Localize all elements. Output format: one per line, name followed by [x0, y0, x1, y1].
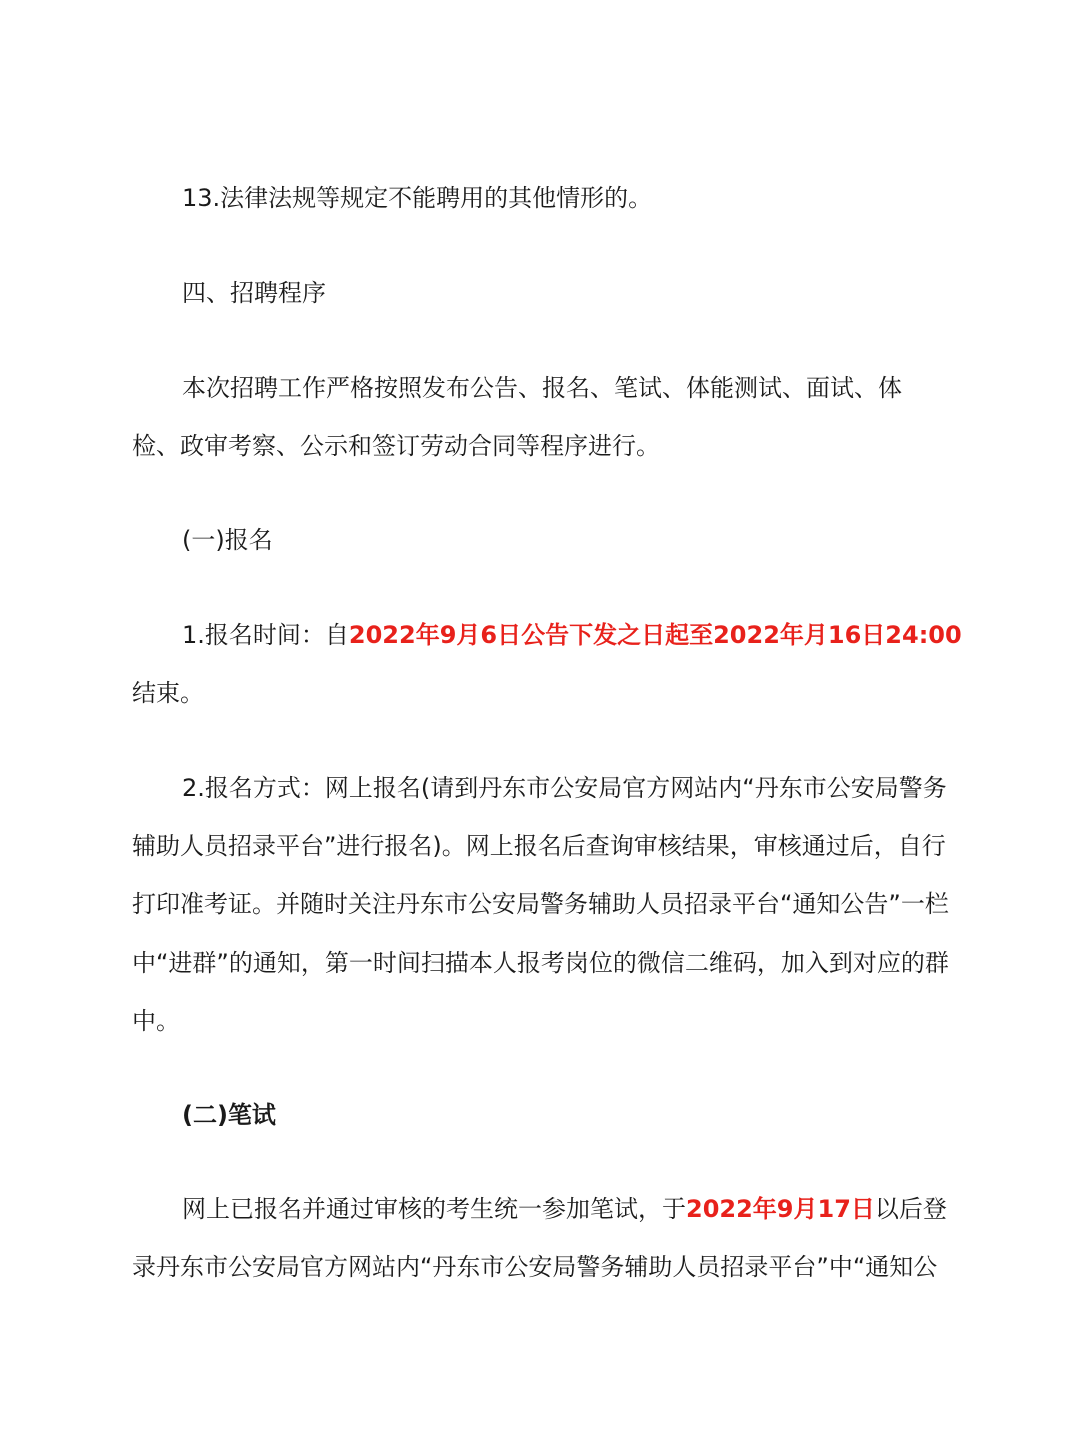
registration-time-highlight: 2022年9月6日公告下发之日起至2022年月16日24:00: [348, 621, 962, 649]
written-exam-intro: 网上已报名并通过审核的考生统一参加笔试，于: [182, 1195, 686, 1223]
intro-paragraph-line-1: 本次招聘工作严格按照发布公告、报名、笔试、体能测试、面试、体: [182, 374, 902, 402]
registration-method-line-5: 中。: [132, 1007, 180, 1035]
written-exam-date-highlight: 2022年9月17日: [686, 1195, 875, 1223]
written-exam-intro-end: 以后登: [874, 1195, 947, 1223]
registration-time-suffix: 结束。: [132, 679, 204, 707]
intro-paragraph-line-2: 检、政审考察、公示和签订劳动合同等程序进行。: [132, 432, 660, 460]
registration-method-line-1: 2.报名方式：网上报名(请到丹东市公安局官方网站内“丹东市公安局警务: [182, 774, 947, 802]
written-exam-heading: (二)笔试: [182, 1101, 276, 1129]
registration-method-line-2: 辅助人员招录平台”进行报名)。网上报名后查询审核结果，审核通过后，自行: [132, 832, 946, 860]
item-13-text: 13.法律法规等规定不能聘用的其他情形的。: [182, 184, 653, 212]
section-4-heading: 四、招聘程序: [182, 279, 326, 307]
registration-method-line-4: 中“进群”的通知，第一时间扫描本人报考岗位的微信二维码，加入到对应的群: [132, 949, 949, 977]
registration-method-line-3: 打印准考证。并随时关注丹东市公安局警务辅助人员招录平台“通知公告”一栏: [132, 890, 949, 918]
registration-time-label: 1.报名时间：自: [182, 621, 349, 649]
registration-heading: (一)报名: [182, 526, 273, 554]
written-exam-line-1: [182, 1192, 947, 1226]
written-exam-line-2: 录丹东市公安局官方网站内“丹东市公安局警务辅助人员招录平台”中“通知公: [132, 1253, 938, 1281]
registration-time-line: [182, 618, 962, 652]
